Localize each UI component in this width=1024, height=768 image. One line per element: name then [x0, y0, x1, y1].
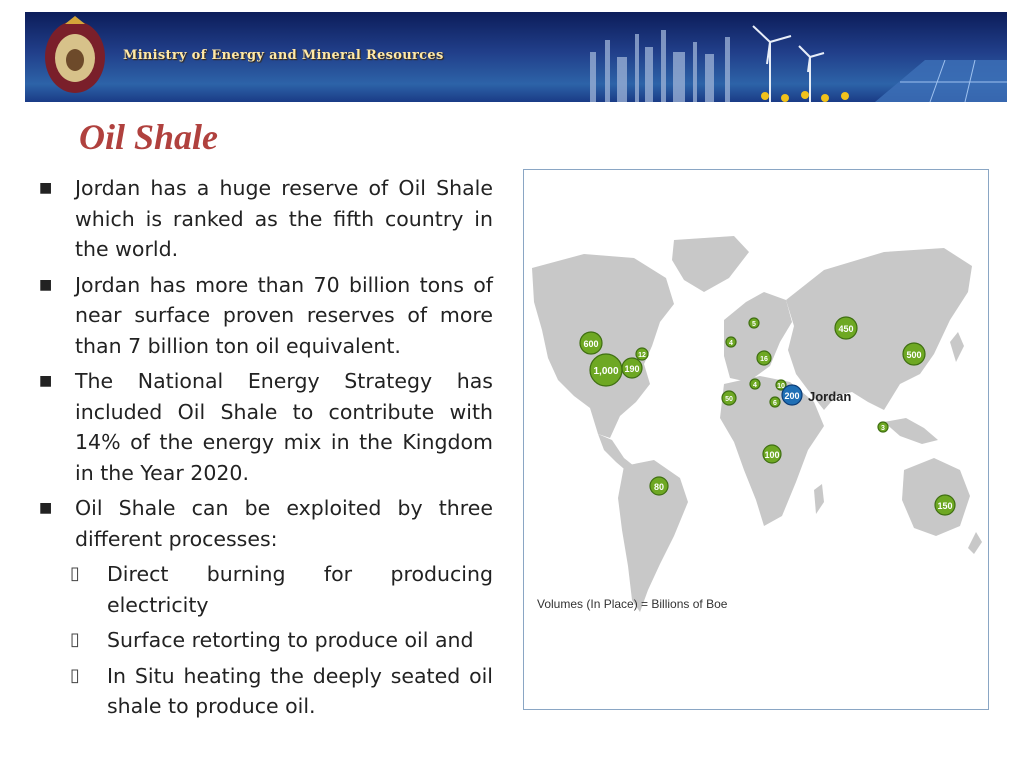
square-bullet-icon: ■: [39, 276, 53, 293]
map-volume-note: Volumes (In Place) = Billions of Boe: [537, 597, 728, 611]
reserve-marker-label: 190: [624, 364, 640, 374]
coat-of-arms-emblem: [45, 16, 105, 93]
reserve-marker-label: 150: [937, 501, 953, 511]
box-bullet-icon: ▯: [70, 563, 80, 584]
sub-bullet-item: ▯ Direct burning for producing electricity: [35, 559, 493, 620]
world-map: [524, 170, 988, 709]
header-banner: [25, 12, 1007, 102]
reserve-marker-label: 3: [881, 425, 885, 432]
sub-bullet-item: ▯ Surface retorting to produce oil and: [35, 625, 493, 656]
slide-title: Oil Shale: [79, 117, 219, 157]
reserve-marker-label: 5: [752, 321, 756, 328]
reserve-marker-label: 600: [583, 339, 599, 349]
reserve-marker-label: 100: [764, 450, 780, 460]
square-bullet-icon: ■: [39, 180, 53, 196]
reserve-marker-label: 50: [725, 396, 733, 403]
reserve-marker-label: 200: [784, 391, 800, 401]
reserve-marker-label: 1,000: [593, 366, 619, 377]
box-bullet-icon: ▯: [70, 664, 80, 686]
bullet-item: ■ Jordan has more than 70 billion tons of near surface proven reserves of more than 7 billion ton oil equivalent.: [35, 270, 493, 362]
reserve-marker-label: 80: [653, 482, 665, 492]
bullet-list: [35, 173, 493, 727]
box-bullet-icon: ▯: [70, 629, 80, 650]
bullet-item: ■ Jordan has a huge reserve of Oil Shale which is ranked as the fifth country in the world.: [35, 173, 493, 265]
banner-title: Ministry of Energy and Mineral Resources: [123, 48, 444, 63]
continents: [532, 236, 982, 612]
sub-bullet-item: ▯ In Situ heating the deeply seated oil shale to produce oil.: [35, 661, 493, 722]
reserve-marker-label: 4: [729, 340, 733, 347]
bullet-item: ■ Oil Shale can be exploited by three different processes:: [35, 493, 493, 554]
reserve-marker-label: 6: [773, 400, 777, 407]
reserve-marker-label: 4: [753, 382, 757, 389]
jordan-label: Jordan: [808, 389, 852, 404]
reserve-marker-label: 12: [638, 352, 646, 359]
reserve-marker-label: 500: [906, 350, 922, 360]
bullet-item: ■ The National Energy Strategy has included Oil Shale to contribute with 14% of the energy mix in the Kingdom in the Year 2020.: [35, 366, 493, 488]
square-bullet-icon: ■: [39, 373, 53, 389]
reserve-marker-label: 450: [838, 324, 854, 334]
world-map-panel: [523, 169, 989, 710]
reserve-marker-label: 10: [777, 383, 785, 390]
square-bullet-icon: ■: [39, 500, 53, 516]
reserve-marker-label: 16: [760, 356, 768, 363]
